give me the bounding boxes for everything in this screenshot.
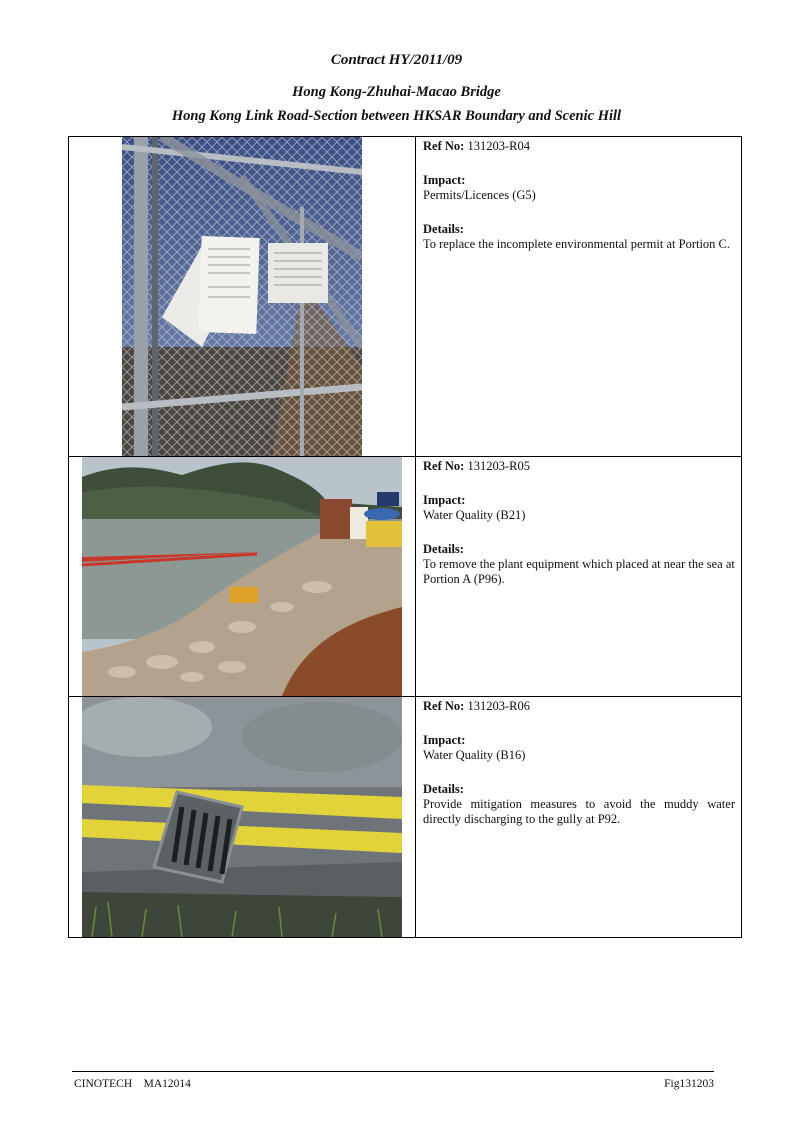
- impact-label: Impact:: [423, 173, 466, 187]
- record-row: [69, 697, 742, 938]
- photo-cell: [69, 137, 416, 457]
- photo-cell: [69, 457, 416, 697]
- road-gully-photo: [82, 697, 402, 937]
- ref-label: Ref No:: [423, 699, 465, 713]
- impact-value: Water Quality (B21): [423, 508, 526, 522]
- photo-record-table: [68, 136, 742, 938]
- details-value: Provide mitigation measures to avoid the muddy water directly discharging to the gully at P92.: [423, 797, 735, 826]
- footer-figure: Fig131203: [664, 1078, 714, 1090]
- ref-label: Ref No:: [423, 139, 465, 153]
- details-label: Details:: [423, 782, 464, 796]
- ref-no-value: 131203-R05: [467, 459, 530, 473]
- record-details-cell: [416, 137, 742, 457]
- footer-report: MA12014: [143, 1078, 191, 1090]
- shoreline-equipment-photo: [82, 457, 402, 696]
- impact-label: Impact:: [423, 733, 466, 747]
- ref-no-line: [423, 139, 735, 154]
- details-value: To replace the incomplete environmental permit at Portion C.: [423, 237, 731, 251]
- record-row: [69, 457, 742, 697]
- permit-on-fence-photo: [122, 137, 362, 456]
- contract-title: Contract HY/2011/09: [330, 52, 463, 68]
- ref-label: Ref No:: [423, 459, 465, 473]
- footer-divider: [72, 1071, 714, 1072]
- section-title: Hong Kong Link Road-Section between HKSAR Boundary and Scenic Hill: [171, 108, 622, 124]
- impact-value: Permits/Licences (G5): [423, 188, 536, 202]
- record-details-cell: [416, 457, 742, 697]
- project-title: Hong Kong-Zhuhai-Macao Bridge: [292, 84, 501, 100]
- ref-no-value: 131203-R06: [467, 699, 530, 713]
- record-row: [69, 137, 742, 457]
- ref-no-value: 131203-R04: [467, 139, 530, 153]
- record-details-cell: [416, 697, 742, 938]
- footer-company: CINOTECH: [74, 1078, 133, 1090]
- ref-no-line: [423, 459, 735, 474]
- impact-value: Water Quality (B16): [423, 748, 526, 762]
- footer-left: [74, 1078, 191, 1090]
- impact-label: Impact:: [423, 493, 466, 507]
- details-label: Details:: [423, 542, 464, 556]
- details-value: To remove the plant equipment which placed at near the sea at Portion A (P96).: [423, 557, 735, 586]
- ref-no-line: [423, 699, 735, 714]
- photo-cell: [69, 697, 416, 938]
- details-label: Details:: [423, 222, 464, 236]
